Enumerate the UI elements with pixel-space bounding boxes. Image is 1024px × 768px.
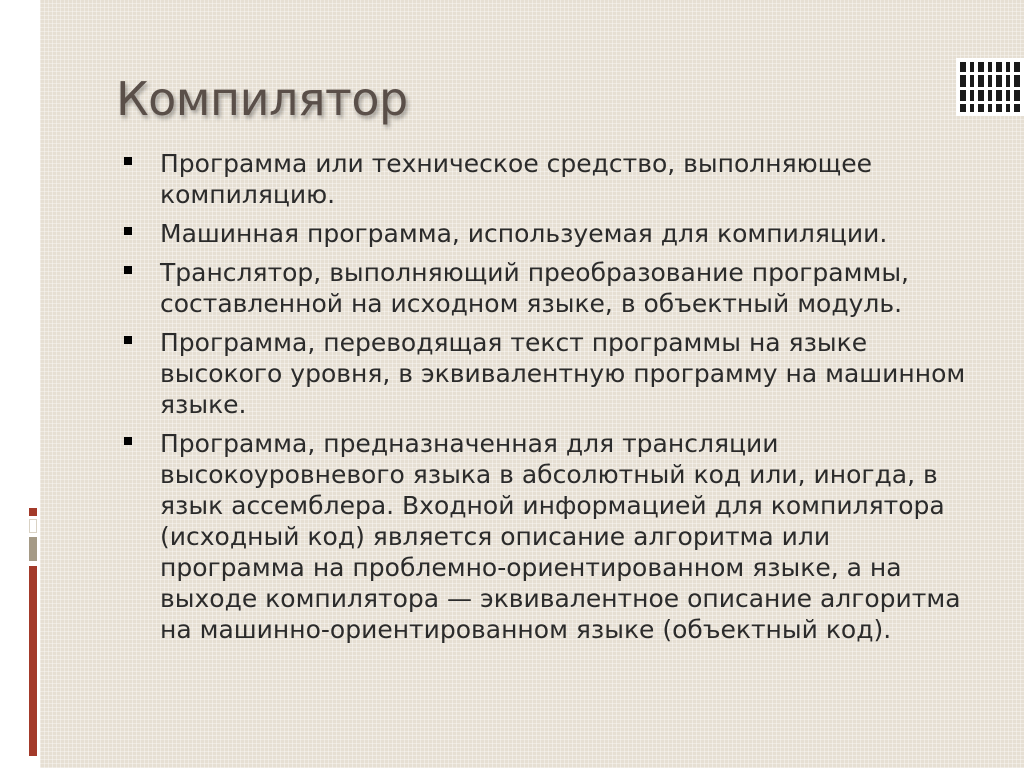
square-bullet-icon [124,227,132,235]
deco-strip-taupe [29,537,37,561]
square-bullet-icon [124,437,132,445]
grid-pattern-icon [956,58,1024,116]
deco-strip-white [29,519,37,533]
bullet-text: Программа, переводящая текст программы на языке высокого уровня, в эквивалентную программу на машинном языке. [160,328,966,419]
list-item [118,218,978,249]
square-bullet-icon [124,266,132,274]
bullet-text: Программа или техническое средство, выполняющее компиляцию. [160,149,872,209]
deco-strip-red-long [29,566,37,756]
list-item [118,327,978,420]
deco-strip-red-small [29,508,37,516]
bullet-text: Транслятор, выполняющий преобразование программы, составленной на исходном языке, в объектный модуль. [160,258,909,318]
list-item [118,428,978,645]
square-bullet-icon [124,157,132,165]
slide-title: Компилятор [116,72,408,126]
square-bullet-icon [124,336,132,344]
bullet-text: Машинная программа, используемая для компиляции. [160,219,888,248]
bullet-text: Программа, предназначенная для трансляции высокоуровневого языка в абсолютный код или, иногда, в язык ассемблера. Входной информацией для компилятора (исходный код) является описание алгоритма или программа на проблемно-ориентированном языке, а на выходе компилятора — эквивалентное описание алгоритма на машинно-ориентированном языке (объектный код). [160,429,961,644]
list-item [118,257,978,319]
list-item [118,148,978,210]
bullet-list [118,148,978,653]
